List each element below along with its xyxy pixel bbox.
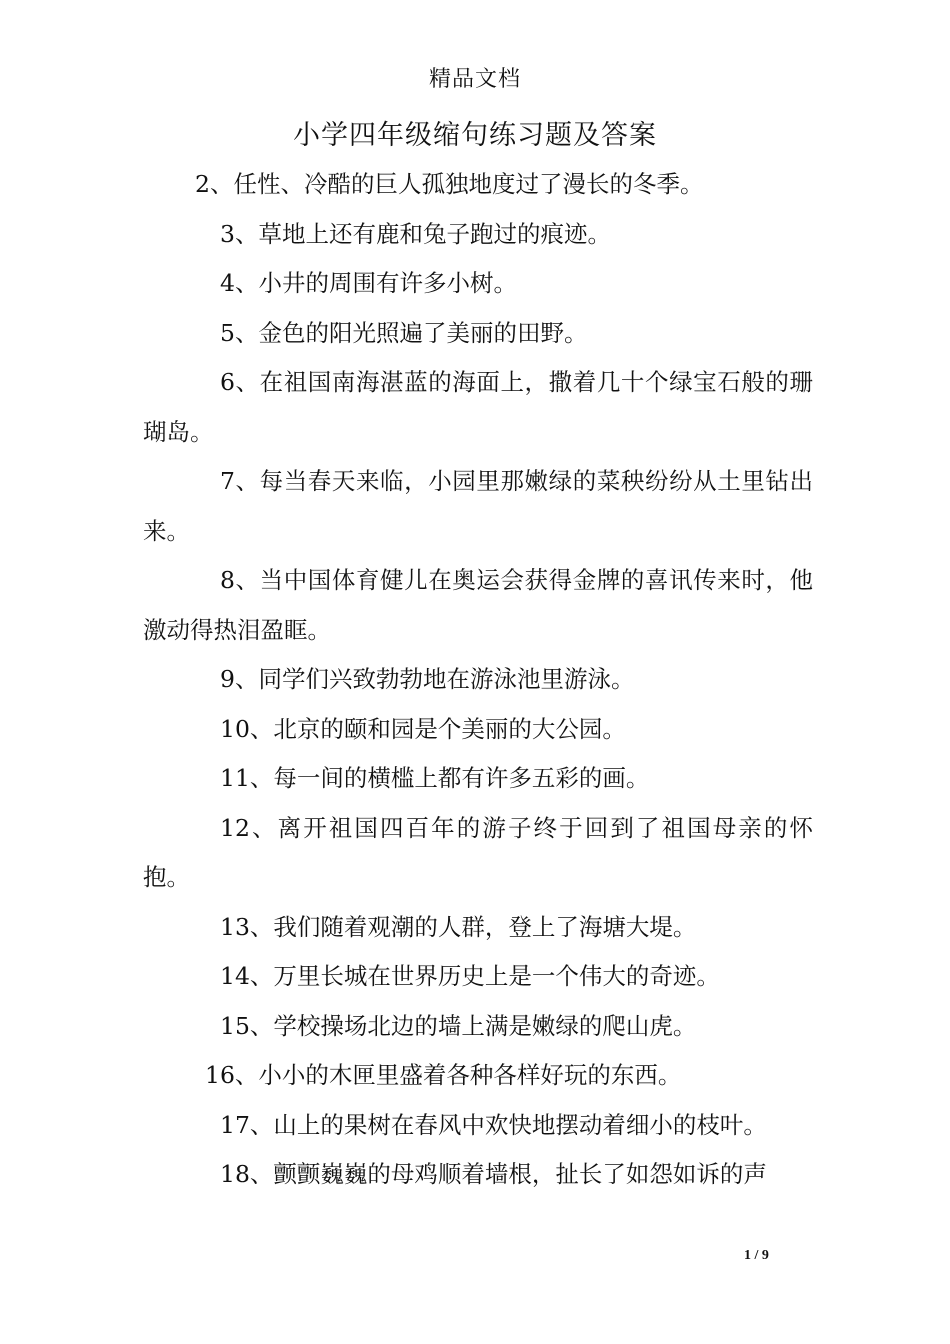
- sentence-13: 13、我们随着观潮的人群，登上了海塘大堤。: [220, 912, 697, 941]
- page-number: 1 / 9: [744, 1248, 769, 1263]
- sentence-18: 18、颤颤巍巍的母鸡顺着墙根，扯长了如怨如诉的声: [220, 1160, 767, 1188]
- sentence-9: 9、同学们兴致勃勃地在游泳池里游泳。: [220, 665, 635, 693]
- sentence-8: 8、当中国体育健儿在奥运会获得金牌的喜讯传来时，他激动得热泪盈眶。: [143, 566, 813, 644]
- sentence-4: 4、小井的周围有许多小树。: [220, 269, 517, 297]
- sentence-5: 5、金色的阳光照遍了美丽的田野。: [220, 318, 588, 347]
- sentence-17: 17、山上的果树在春风中欢快地摆动着细小的枝叶。: [220, 1110, 767, 1139]
- sentence-16: 16、小小的木匣里盛着各种各样好玩的东西。: [205, 1061, 682, 1089]
- sentence-11: 11、每一间的横槛上都有许多五彩的画。: [220, 764, 650, 792]
- document-body: [143, 160, 813, 1200]
- sentence-12: 12、离开祖国四百年的游子终于回到了祖国母亲的怀抱。: [143, 813, 813, 891]
- sentence-10: 10、北京的颐和园是个美丽的大公园。: [220, 714, 626, 743]
- document-title: 小学四年级缩句练习题及答案: [293, 120, 657, 151]
- sentence-2: 2、任性、冷酷的巨人孤独地度过了漫长的冬季。: [195, 170, 704, 198]
- sentence-14: 14、万里长城在世界历史上是一个伟大的奇迹。: [220, 962, 720, 990]
- sentence-3: 3、草地上还有鹿和兔子跑过的痕迹。: [220, 219, 611, 248]
- page-header: 精品文档: [428, 67, 521, 92]
- sentence-15: 15、学校操场北边的墙上满是嫩绿的爬山虎。: [220, 1011, 697, 1040]
- sentence-6: 6、在祖国南海湛蓝的海面上，撒着几十个绿宝石般的珊瑚岛。: [143, 368, 813, 446]
- sentence-7: 7、每当春天来临，小园里那嫩绿的菜秧纷纷从土里钻出来。: [143, 467, 813, 545]
